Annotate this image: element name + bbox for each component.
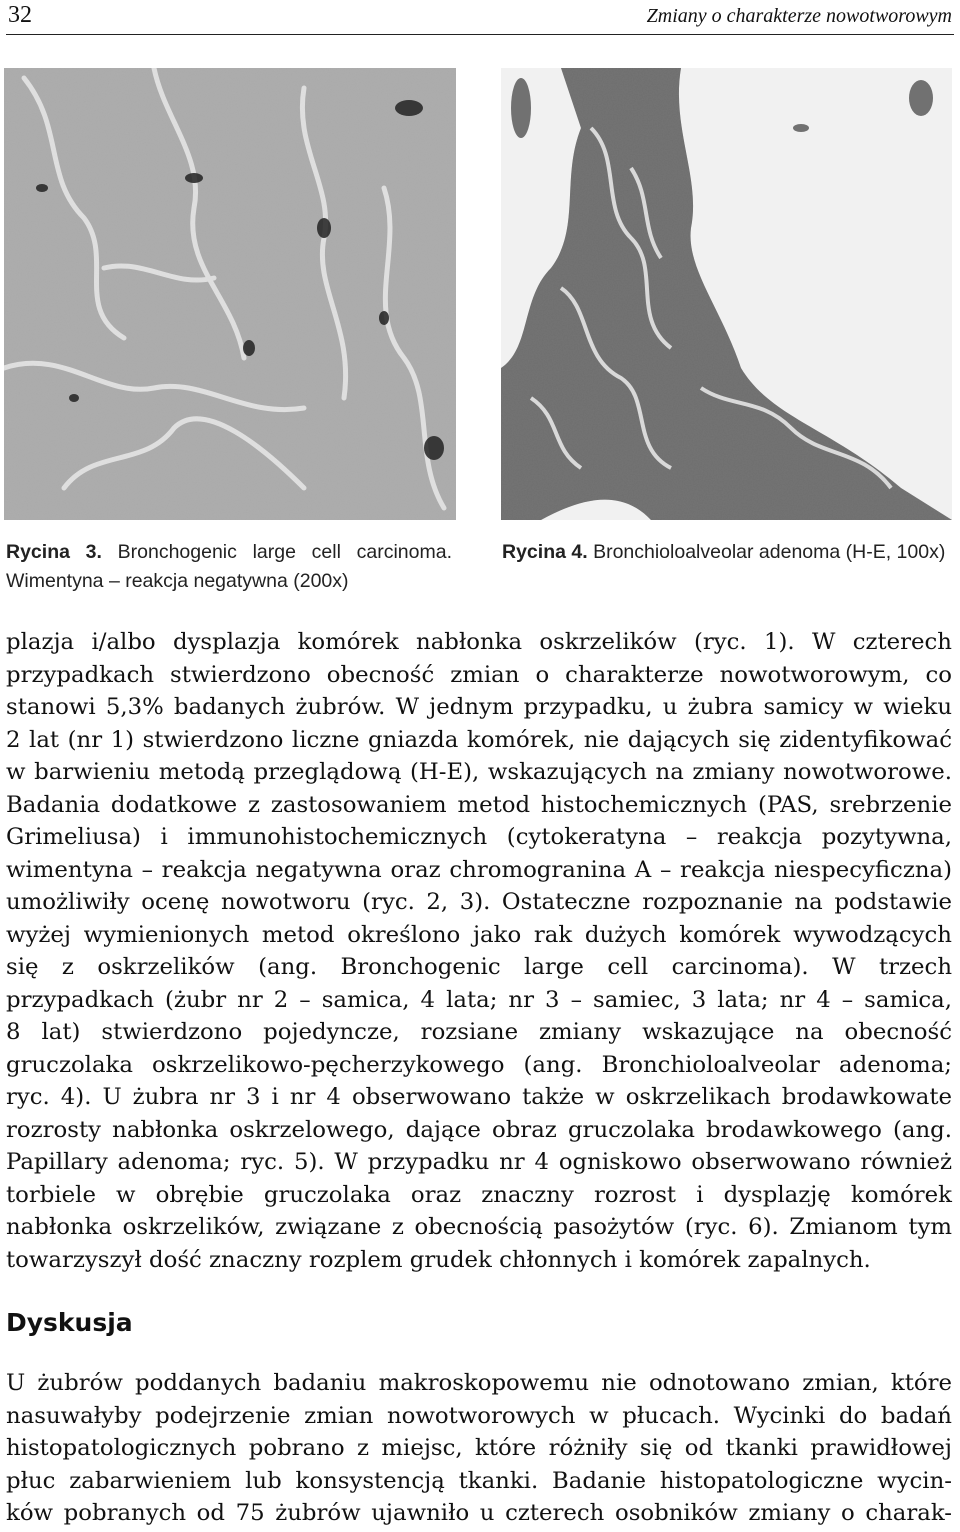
text-line: nasuwałyby podejrzenie zmian nowotworowych w płucach. Wycinki do badań [6,1402,952,1429]
text-line: 8 lat) stwierdzono pojedyncze, rozsiane zmiany wskazujące na obecność [6,1019,952,1045]
running-title: Zmiany o charakterze nowotworowym [646,5,952,27]
figure-4-caption [502,538,952,567]
text-line: ków pobranych od 75 żubrów ujawniło u czterech osobników zmiany o charak- [6,1500,952,1526]
figure-label: Rycina 3. [6,541,102,563]
text-line: przypadkach stwierdzono obecność zmian o charakterze nowotworowym, co [6,661,952,688]
text-line: histopatologicznych pobrano z miejsc, które różniły się od tkanki prawidłowej [6,1435,952,1461]
figure-caption-text: Bronchioloalveolar adenoma (H-E, 100x) [593,541,946,563]
figure-3-micrograph [4,68,456,520]
text-line: plazja i/albo dysplazja komórek nabłonka oskrzelików (ryc. 1). W czterech [6,629,952,655]
text-line: wyżej wymienionych metod określono jako rak dużych komórek wywodzących [6,921,952,948]
text-line: Badania dodatkowe z zastosowaniem metod histochemicznych (PAS, srebrzenie [6,791,952,818]
results-paragraph [6,626,952,1276]
figure-4-micrograph [501,68,952,520]
figure-caption-text: Bronchogenic large cell carcinoma. Wimentyna – reakcja negatywna (200x) [6,541,452,592]
text-line: 2 lat (nr 1) stwierdzono liczne gniazda komórek, nie dających się zidentyfikować [6,726,952,753]
text-line: umożliwiły ocenę nowotworu (ryc. 2, 3). Ostateczne rozpoznanie na podstawie [6,889,952,915]
text-line: płuc zabarwieniem lub konsystencją tkanki. Badanie histopatologiczne wycin- [6,1467,952,1494]
text-line: w barwieniu metodą przeglądową (H-E), wskazujących na zmiany nowotworowe. [6,759,952,785]
micrograph-image [4,68,456,520]
page-number: 32 [8,2,32,28]
text-line: Papillary adenoma; ryc. 5). W przypadku nr 4 ogniskowo obserwowano również [6,1149,952,1175]
text-line: rozrosty nabłonka oskrzelowego, dające obraz gruczolaka brodawkowego (ang. [6,1116,952,1143]
section-heading-discussion: Dyskusja [6,1308,133,1337]
micrograph-image [501,68,952,520]
text-line: się z oskrzelików (ang. Bronchogenic large cell carcinoma). W trzech [6,954,952,980]
text-line: torbiele w obrębie gruczolaka oraz znaczny rozrost i dysplazję komórek [6,1181,952,1208]
page-header [6,0,954,35]
text-line: nabłonka oskrzelików, związane z obecnością pasożytów (ryc. 6). Zmianom tym [6,1214,952,1240]
text-line: przypadkach (żubr nr 2 – samica, 4 lata; nr 3 – samiec, 3 lata; nr 4 – samica, [6,986,952,1013]
text-line: wimentyna – reakcja negatywna oraz chromogranina A – reakcja niespecyficzna) [6,856,952,883]
text-line: gruczolaka oskrzelikowo-pęcherzykowego (ang. Bronchioloalveolar adenoma; [6,1051,952,1078]
text-line: U żubrów poddanych badaniu makroskopowemu nie odnotowano zmian, które [6,1370,952,1396]
text-line: ryc. 4). U żubra nr 3 i nr 4 obserwowano także w oskrzelikach brodawkowate [6,1084,952,1110]
text-line: Grimeliusa) i immunohistochemicznych (cytokeratyna – reakcja pozytywna, [6,824,952,850]
text-line: stanowi 5,3% badanych żubrów. W jednym przypadku, u żubra samicy w wieku [6,694,952,720]
figure-label: Rycina 4. [502,541,588,563]
discussion-paragraph [6,1367,952,1530]
text-line: towarzyszył dość znaczny rozplem grudek chłonnych i komórek zapalnych. [6,1246,871,1273]
figure-3-caption [6,538,452,596]
